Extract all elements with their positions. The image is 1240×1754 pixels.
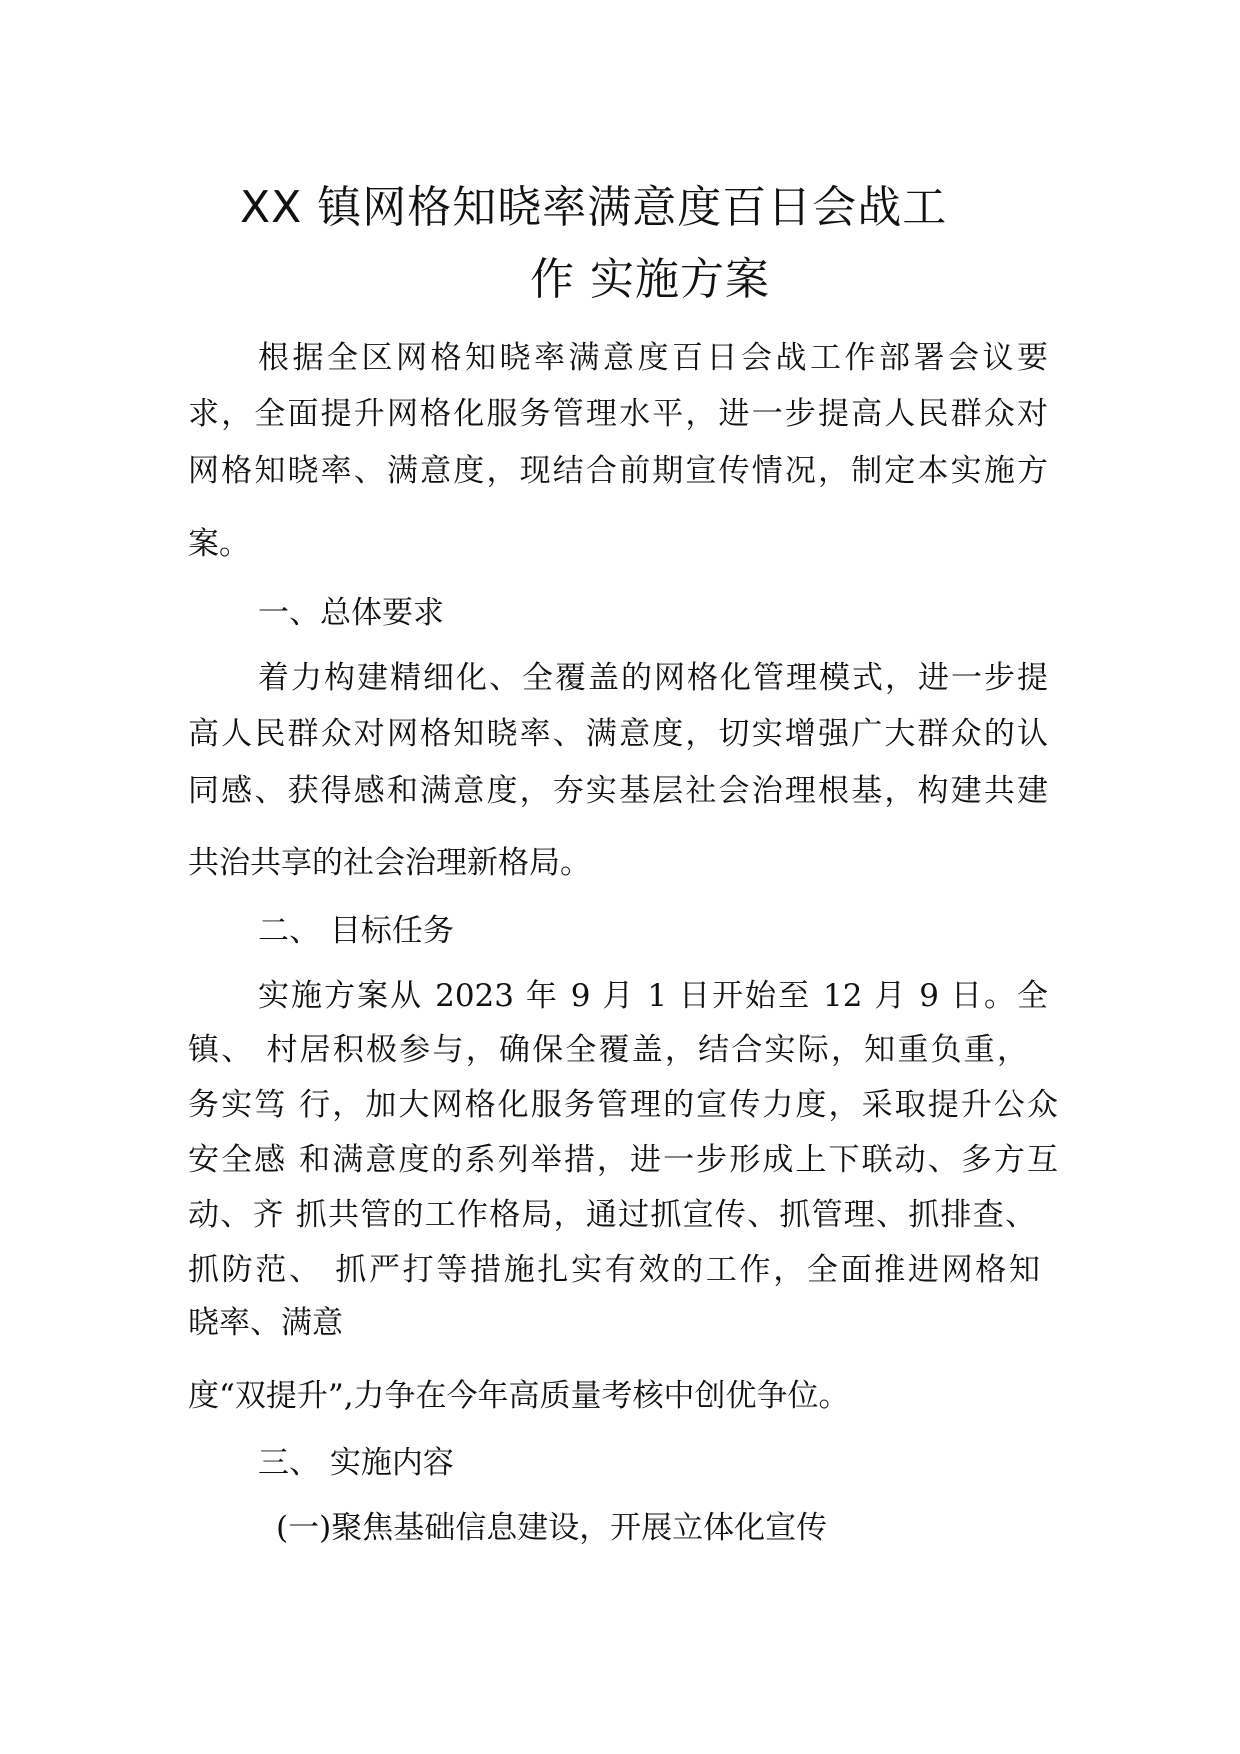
paragraph-objectives-line: 抓防范、 抓严打等措施扎实有效的工作，全面推进网格知 xyxy=(188,1252,1040,1288)
paragraph-requirements-line: 同感、获得感和满意度，夯实基层社会治理根基，构建共建 xyxy=(188,773,1048,809)
paragraph-intro-line: 根据全区网格知晓率满意度百日会战工作部署会议要 xyxy=(258,340,1048,376)
document-title-line-1: XX 镇网格知晓率满意度百日会战工 xyxy=(240,182,948,233)
section-heading-implementation: 三、 实施内容 xyxy=(258,1445,454,1481)
paragraph-objectives-line: 实施方案从 2023 年 9 月 1 日开始至 12 月 9 日。全 xyxy=(258,978,1048,1014)
paragraph-requirements-line: 高人民群众对网格知晓率、满意度，切实增强广大群众的认 xyxy=(188,716,1048,752)
document-title-line-2: 作 实施方案 xyxy=(530,254,770,305)
section-heading-objectives: 二、 目标任务 xyxy=(258,913,454,949)
paragraph-objectives-line: 晓率、满意 xyxy=(188,1305,343,1341)
paragraph-objectives-line: 镇、 村居积极参与，确保全覆盖，结合实际，知重负重， xyxy=(188,1032,1028,1068)
paragraph-objectives-line: 务实笃 行，加大网格化服务管理的宣传力度，采取提升公众 xyxy=(188,1087,1058,1123)
paragraph-objectives-line: 度“双提升”,力争在今年高质量考核中创优争位。 xyxy=(188,1378,850,1414)
section-heading-general-requirements: 一、总体要求 xyxy=(258,595,444,631)
paragraph-requirements-line: 着力构建精细化、全覆盖的网格化管理模式，进一步提 xyxy=(258,660,1048,696)
paragraph-objectives-line: 安全感 和满意度的系列举措，进一步形成上下联动、多方互 xyxy=(188,1142,1058,1178)
paragraph-requirements-line: 共治共享的社会治理新格局。 xyxy=(188,845,591,881)
paragraph-intro-line: 网格知晓率、满意度，现结合前期宣传情况，制定本实施方 xyxy=(188,453,1048,489)
paragraph-intro-line: 案。 xyxy=(188,526,250,562)
paragraph-intro-line: 求，全面提升网格化服务管理水平，进一步提高人民群众对 xyxy=(188,396,1048,432)
subsection-heading-publicity: (一)聚焦基础信息建设，开展立体化宣传 xyxy=(276,1510,828,1546)
paragraph-objectives-line: 动、齐 抓共管的工作格局，通过抓宣传、抓管理、抓排查、 xyxy=(188,1197,1036,1233)
